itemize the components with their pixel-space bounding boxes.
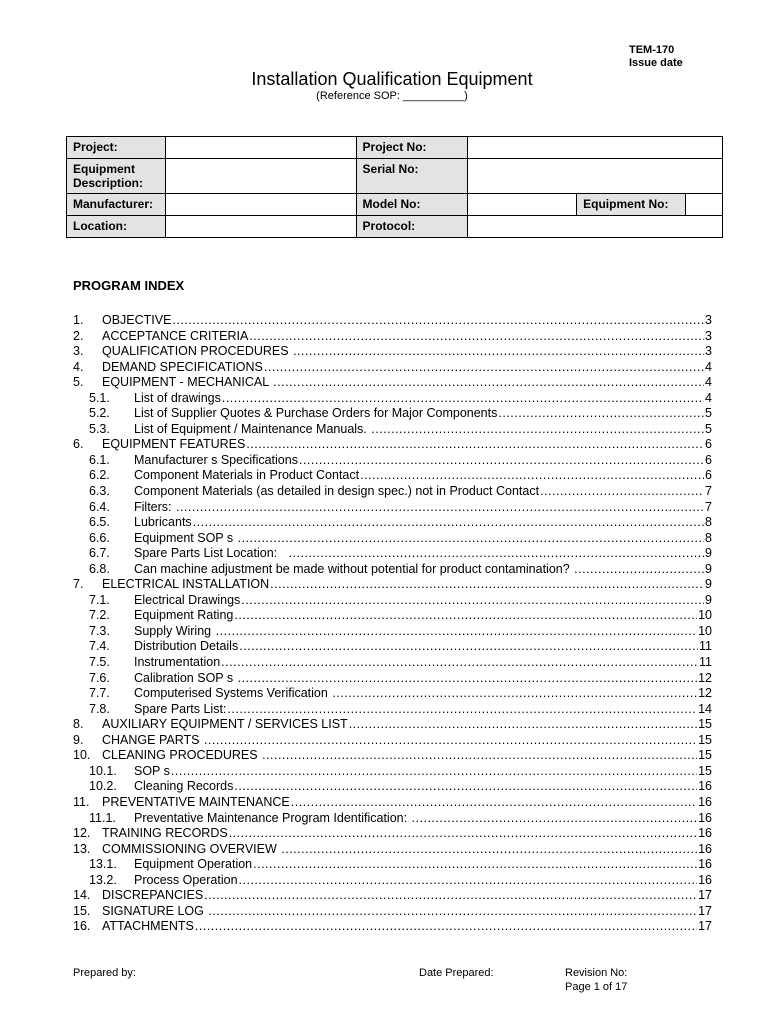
toc-entry[interactable] [73, 577, 712, 593]
manufacturer-label: Manufacturer: [67, 194, 166, 216]
toc-entry-page: 5 [705, 406, 712, 421]
toc-entry-number: 8. [73, 717, 84, 732]
toc-entry[interactable] [73, 515, 712, 531]
toc-entry-page: 15 [698, 763, 712, 778]
toc-entry-page: 3 [705, 344, 712, 359]
toc-entry-number: 6.4. [89, 499, 110, 514]
toc-entry[interactable] [73, 686, 712, 702]
equipment-no-label: Equipment No: [577, 194, 686, 216]
page-number: Page 1 of 17 [565, 981, 628, 993]
toc-entry-number: 7. [73, 577, 84, 592]
toc-entry-title: Process Operation [134, 872, 238, 887]
toc-entry-title: Spare Parts List Location: [134, 546, 288, 561]
project-label: Project: [67, 137, 166, 159]
toc-entry-title: Electrical Drawings [134, 592, 241, 607]
toc-entry[interactable] [73, 624, 712, 640]
toc-entry-page: 17 [698, 919, 712, 934]
toc-entry-title: Component Materials (as detailed in design spec.) not in Product Contact [134, 484, 540, 499]
toc-entry-page: 16 [698, 779, 712, 794]
toc-dot-leader [216, 624, 698, 640]
toc-entry-title: PREVENTATIVE MAINTENANCE [102, 794, 290, 809]
project-field[interactable] [165, 137, 356, 159]
toc-entry-page: 4 [705, 359, 712, 374]
toc-entry-page: 9 [705, 577, 712, 592]
toc-entry-page: 3 [705, 328, 712, 343]
date-prepared-label: Date Prepared: [419, 967, 494, 979]
toc-dot-leader [253, 857, 697, 873]
toc-dot-leader [208, 904, 697, 920]
toc-entry-title: EQUIPMENT FEATURES [102, 437, 246, 452]
toc-entry-number: 4. [73, 359, 84, 374]
table-of-contents [73, 313, 712, 935]
toc-entry[interactable] [73, 329, 712, 345]
toc-dot-leader [193, 515, 704, 531]
toc-dot-leader [264, 360, 704, 376]
toc-entry-page: 15 [698, 717, 712, 732]
doc-code: TEM-170 [629, 44, 675, 56]
toc-entry-page: 12 [698, 686, 712, 701]
toc-dot-leader [221, 655, 698, 671]
toc-dot-leader [332, 686, 697, 702]
toc-entry-page: 17 [698, 903, 712, 918]
toc-entry-number: 7.7. [89, 686, 110, 701]
toc-dot-leader [291, 795, 697, 811]
toc-entry-title: SIGNATURE LOG [102, 903, 208, 918]
equipment-info-table [66, 136, 723, 238]
toc-entry-number: 7.8. [89, 701, 110, 716]
toc-entry-title: ELECTRICAL INSTALLATION [102, 577, 270, 592]
toc-entry-page: 3 [705, 313, 712, 327]
toc-entry-title: Cleaning Records [134, 779, 234, 794]
toc-entry[interactable] [73, 391, 712, 407]
toc-entry-page: 4 [705, 390, 712, 405]
toc-entry-page: 6 [705, 452, 712, 467]
toc-dot-leader [238, 531, 704, 547]
toc-dot-leader [234, 779, 697, 795]
toc-entry-page: 6 [705, 437, 712, 452]
toc-entry[interactable] [73, 733, 712, 749]
toc-entry[interactable] [73, 655, 712, 671]
toc-dot-leader [412, 811, 698, 827]
toc-entry-number: 7.5. [89, 655, 110, 670]
toc-entry[interactable] [73, 748, 712, 764]
toc-entry-title: List of Equipment / Maintenance Manuals. [134, 421, 371, 436]
toc-entry-number: 7.6. [89, 670, 110, 685]
toc-entry-title: Filters: [134, 499, 175, 514]
toc-entry-title: Supply Wiring [134, 623, 215, 638]
protocol-field[interactable] [468, 216, 723, 238]
toc-entry-title: COMMISSIONING OVERVIEW [102, 841, 281, 856]
toc-entry-title: List of drawings [134, 390, 221, 405]
toc-entry-number: 5.1. [89, 390, 110, 405]
toc-entry-page: 16 [698, 826, 712, 841]
toc-entry-title: DEMAND SPECIFICATIONS [102, 359, 263, 374]
toc-entry[interactable] [73, 888, 712, 904]
toc-dot-leader [574, 562, 704, 578]
toc-entry-page: 11 [699, 639, 712, 654]
toc-entry-title: AUXILIARY EQUIPMENT / SERVICES LIST [102, 717, 348, 732]
toc-entry-title: TRAINING RECORDS [102, 826, 228, 841]
serial-no-label: Serial No: [356, 159, 468, 194]
toc-entry-number: 10.1. [89, 763, 117, 778]
model-no-field[interactable] [468, 194, 577, 216]
toc-entry-page: 4 [705, 375, 712, 390]
toc-entry-page: 16 [698, 794, 712, 809]
prepared-by-label: Prepared by: [73, 967, 136, 979]
reference-sop: (Reference SOP: __________) [316, 90, 468, 102]
toc-entry-page: 16 [698, 872, 712, 887]
toc-dot-leader [293, 344, 704, 360]
toc-entry-page: 8 [705, 530, 712, 545]
toc-dot-leader [204, 733, 697, 749]
location-field[interactable] [165, 216, 356, 238]
toc-dot-leader [176, 500, 704, 516]
toc-dot-leader [371, 422, 704, 438]
revision-no-label: Revision No: [565, 967, 628, 979]
toc-entry-number: 11. [73, 794, 90, 809]
toc-entry-number: 7.1. [89, 592, 110, 607]
toc-entry-title: Spare Parts List: [134, 701, 227, 716]
toc-dot-leader [270, 577, 704, 593]
toc-entry[interactable] [73, 904, 712, 920]
toc-entry-title: Equipment Operation [134, 857, 253, 872]
toc-entry-title: Computerised Systems Verification [134, 686, 332, 701]
project-no-label: Project No: [356, 137, 468, 159]
toc-entry-title: Equipment SOP s [134, 530, 237, 545]
toc-entry-number: 6. [73, 437, 84, 452]
equipment-description-field[interactable] [165, 159, 356, 194]
toc-entry-number: 13. [73, 841, 91, 856]
toc-entry[interactable] [73, 811, 712, 827]
toc-entry-page: 16 [698, 857, 712, 872]
toc-entry[interactable] [73, 546, 712, 562]
toc-entry-title: ACCEPTANCE CRITERIA [102, 328, 249, 343]
toc-entry[interactable] [73, 344, 712, 360]
toc-entry-number: 14. [73, 888, 91, 903]
toc-entry-page: 10 [698, 623, 712, 638]
toc-entry[interactable] [73, 764, 712, 780]
toc-dot-leader [238, 671, 697, 687]
manufacturer-field[interactable] [165, 194, 356, 216]
toc-entry-page: 14 [698, 701, 712, 716]
toc-dot-leader [239, 873, 698, 889]
toc-entry-title: DISCREPANCIES [102, 888, 204, 903]
toc-entry-page: 16 [698, 810, 712, 825]
equipment-description-label: Equipment Description: [67, 159, 166, 194]
toc-entry-title: EQUIPMENT - MECHANICAL [102, 375, 273, 390]
document-title: Installation Qualification Equipment [251, 69, 533, 89]
toc-entry[interactable] [73, 919, 712, 935]
toc-dot-leader [498, 406, 704, 422]
toc-entry-title: Component Materials in Product Contact [134, 468, 360, 483]
toc-entry-page: 9 [705, 561, 712, 576]
toc-dot-leader [299, 453, 704, 469]
issue-date-label: Issue date [629, 57, 683, 69]
toc-entry-page: 15 [698, 732, 712, 747]
toc-entry[interactable] [73, 531, 712, 547]
equipment-no-field[interactable] [686, 194, 723, 216]
toc-entry-number: 1. [73, 313, 84, 327]
toc-entry-number: 5. [73, 375, 84, 390]
toc-entry[interactable] [73, 826, 712, 842]
toc-dot-leader [349, 717, 697, 733]
toc-entry-number: 16. [73, 919, 91, 934]
toc-entry-number: 5.2. [89, 406, 110, 421]
toc-entry-number: 5.3. [89, 421, 110, 436]
toc-entry-number: 6.7. [89, 546, 110, 561]
toc-entry-title: QUALIFICATION PROCEDURES [102, 344, 293, 359]
toc-entry[interactable] [73, 857, 712, 873]
toc-entry-page: 9 [705, 546, 712, 561]
toc-entry[interactable] [73, 562, 712, 578]
toc-entry-number: 10. [73, 748, 91, 763]
toc-entry-number: 7.3. [89, 623, 110, 638]
toc-entry-title: Distribution Details [134, 639, 239, 654]
toc-entry[interactable] [73, 313, 712, 329]
toc-dot-leader [239, 639, 698, 655]
toc-entry-number: 9. [73, 732, 84, 747]
toc-entry-page: 8 [705, 515, 712, 530]
toc-entry[interactable] [73, 608, 712, 624]
toc-entry-number: 6.3. [89, 484, 110, 499]
toc-entry-page: 11 [699, 655, 712, 670]
toc-dot-leader [249, 329, 704, 345]
toc-dot-leader [360, 468, 704, 484]
protocol-label: Protocol: [356, 216, 468, 238]
toc-entry-page: 6 [705, 468, 712, 483]
toc-dot-leader [234, 608, 697, 624]
toc-entry-title: CLEANING PROCEDURES [102, 748, 262, 763]
program-index-heading: PROGRAM INDEX [73, 278, 185, 293]
toc-entry-number: 6.1. [89, 452, 110, 467]
toc-entry[interactable] [73, 873, 712, 889]
toc-entry[interactable] [73, 795, 712, 811]
doc-code-block [629, 44, 683, 70]
toc-entry-number: 6.8. [89, 561, 110, 576]
toc-entry-number: 13.2. [89, 872, 117, 887]
toc-dot-leader [195, 919, 697, 935]
toc-dot-leader [227, 702, 697, 718]
toc-entry[interactable] [73, 453, 712, 469]
toc-entry-title: CHANGE PARTS [102, 732, 203, 747]
toc-entry-title: List of Supplier Quotes & Purchase Orders for Major Components [134, 406, 498, 421]
toc-dot-leader [172, 313, 704, 329]
toc-entry[interactable] [73, 468, 712, 484]
toc-entry-number: 3. [73, 344, 84, 359]
toc-entry-page: 7 [705, 499, 712, 514]
toc-entry-title: Can machine adjustment be made without potential for product contamination? [134, 561, 574, 576]
model-no-label: Model No: [356, 194, 468, 216]
toc-dot-leader [281, 842, 697, 858]
toc-dot-leader [204, 888, 697, 904]
toc-entry-page: 10 [698, 608, 712, 623]
toc-entry-title: Lubricants [134, 515, 192, 530]
toc-dot-leader [262, 748, 697, 764]
toc-entry[interactable] [73, 842, 712, 858]
toc-entry-title: Preventative Maintenance Program Identification: [134, 810, 411, 825]
project-no-field[interactable] [468, 137, 723, 159]
toc-entry-title: SOP s [134, 763, 170, 778]
toc-entry-page: 5 [705, 421, 712, 436]
toc-entry-number: 6.5. [89, 515, 110, 530]
toc-dot-leader [222, 391, 704, 407]
toc-entry[interactable] [73, 422, 712, 438]
toc-entry-page: 12 [698, 670, 712, 685]
toc-entry-title: Equipment Rating [134, 608, 234, 623]
toc-dot-leader [241, 593, 704, 609]
toc-entry-title: Instrumentation [134, 655, 221, 670]
toc-entry-page: 7 [705, 484, 712, 499]
serial-no-field[interactable] [468, 159, 723, 194]
toc-dot-leader [229, 826, 697, 842]
toc-entry[interactable] [73, 484, 712, 500]
toc-entry-number: 7.2. [89, 608, 110, 623]
toc-entry-page: 17 [698, 888, 712, 903]
toc-dot-leader [246, 437, 704, 453]
toc-entry-number: 13.1. [89, 857, 117, 872]
toc-dot-leader [273, 375, 704, 391]
toc-entry-number: 6.6. [89, 530, 110, 545]
toc-entry-page: 9 [705, 592, 712, 607]
toc-entry[interactable] [73, 437, 712, 453]
toc-dot-leader [171, 764, 697, 780]
toc-entry-number: 6.2. [89, 468, 110, 483]
toc-entry-number: 11.1. [89, 810, 116, 825]
toc-entry-number: 2. [73, 328, 84, 343]
toc-entry-number: 12. [73, 826, 91, 841]
toc-entry[interactable] [73, 671, 712, 687]
toc-entry-page: 16 [698, 841, 712, 856]
location-label: Location: [67, 216, 166, 238]
toc-entry[interactable] [73, 639, 712, 655]
toc-entry[interactable] [73, 779, 712, 795]
toc-entry-title: OBJECTIVE [102, 313, 172, 327]
toc-entry[interactable] [73, 406, 712, 422]
toc-entry-title: Manufacturer s Specifications [134, 452, 298, 467]
toc-entry-number: 10.2. [89, 779, 117, 794]
toc-entry-title: ATTACHMENTS [102, 919, 194, 934]
toc-entry-page: 15 [698, 748, 712, 763]
toc-entry[interactable] [73, 375, 712, 391]
toc-entry[interactable] [73, 360, 712, 376]
toc-entry-number: 15. [73, 903, 91, 918]
toc-dot-leader [540, 484, 704, 500]
toc-entry[interactable] [73, 500, 712, 516]
toc-entry[interactable] [73, 717, 712, 733]
toc-dot-leader [289, 546, 704, 562]
toc-entry-number: 7.4. [89, 639, 110, 654]
toc-entry-title: Calibration SOP s [134, 670, 237, 685]
toc-entry[interactable] [73, 593, 712, 609]
toc-entry[interactable] [73, 702, 712, 718]
